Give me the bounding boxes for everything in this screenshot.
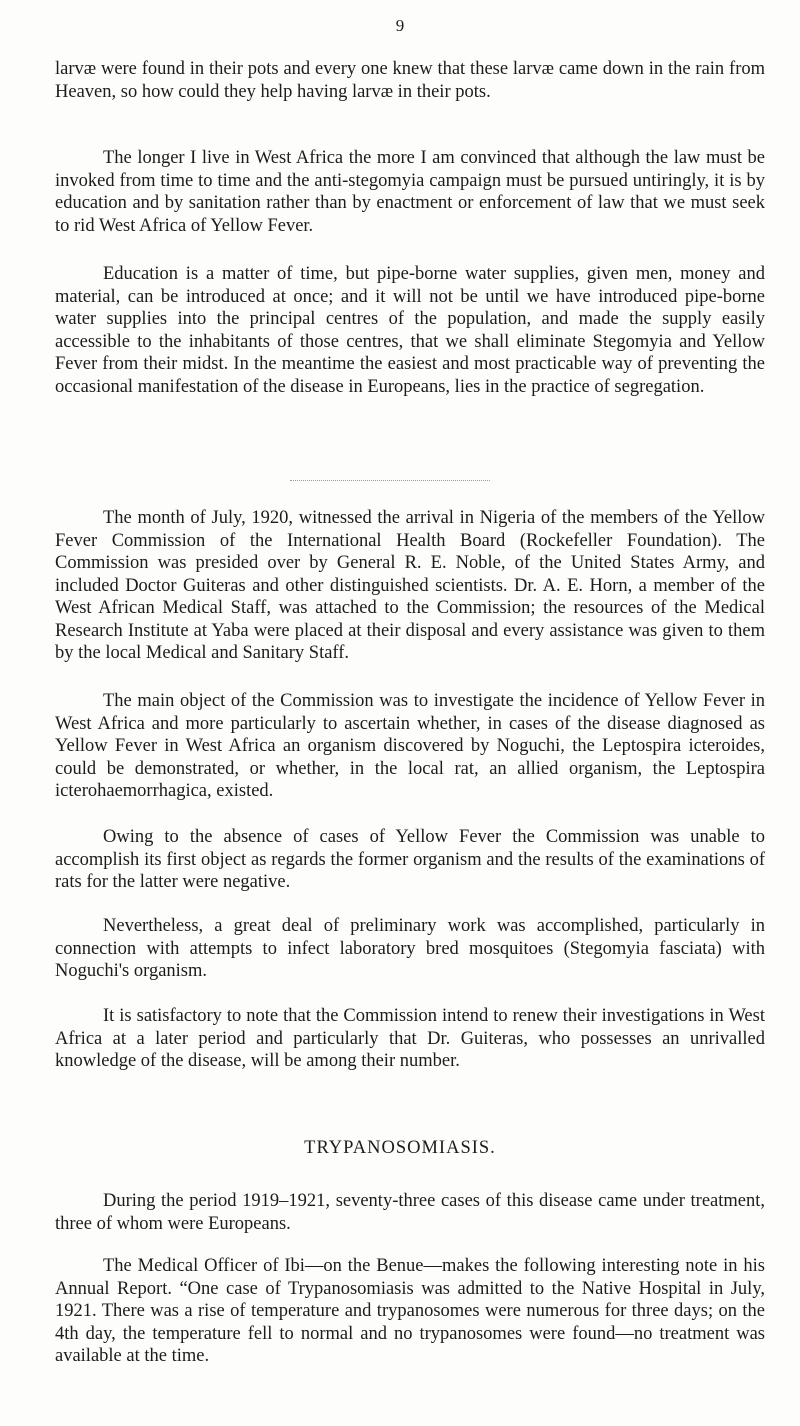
- paragraph-commission-arrival: The month of July, 1920, witnessed the arrival in Nigeria of the members of the Yellow Fever Commission of the International Health Board (Rockefeller Foundation). The Commission was presided over by General R. E. Noble, of the United States Army, and included Doctor Guiteras and other distinguished scientists. Dr. A. E. Horn, a member of the West African Medical Staff, was attached to the Commission; the resources of the Medical Research Institute at Yaba were placed at their disposal and every assistance was given to them by the local Medical and Sanitary Staff.: [55, 508, 765, 663]
- paragraph-longer-i-live: The longer I live in West Africa the more I am convinced that although the law must be invoked from time to time and the anti-stegomyia campaign must be pursued untiringly, it is by education and by sanitation rather than by enactment or enforcement of law that we must seek to rid West Africa of Yellow Fever.: [55, 148, 765, 236]
- paragraph-larvae: larvæ were found in their pots and every one knew that these larvæ came down in the rain from Heaven, so how could they help having larvæ in their pots.: [55, 59, 765, 102]
- paragraph-main-object: The main object of the Commission was to investigate the incidence of Yellow Fever in West Africa and more particularly to ascertain whether, in cases of the disease diagnosed as Yellow Fever in West Africa an organism discovered by Noguchi, the Leptospira icteroides, could be demonstrated, or whether, in the local rat, an allied organism, the Leptospira icterohaemorrhagica, existed.: [55, 691, 765, 801]
- paragraph-satisfactory: It is satisfactory to note that the Commission intend to renew their investigations in West Africa at a later period and particularly that Dr. Guiteras, who possesses an unrivalled knowledge of the disease, will be among their number.: [55, 1006, 765, 1071]
- paragraph-medical-officer-ibi: The Medical Officer of Ibi—on the Benue—makes the following interesting note in his Annual Report. “One case of Trypanosomiasis was admitted to the Native Hospital in July, 1921. There was a rise of temperature and trypanosomes were numerous for three days; on the 4th day, the temperature fell to normal and no trypanosomes were found—no treatment was available at the time.: [55, 1256, 765, 1366]
- section-heading-trypanosomiasis: TRYPANOSOMIASIS.: [304, 1138, 496, 1158]
- paragraph-education: Education is a matter of time, but pipe-borne water supplies, given men, money and material, can be introduced at once; and it will not be until we have introduced pipe-borne water supplies into the principal centres of the population, and made the supply easily accessible to the inhabitants of those centres, that we shall eliminate Stegomyia and Yellow Fever from their midst. In the meantime the easiest and most practicable way of preventing the occasional manifestation of the disease in Europeans, lies in the practice of segregation.: [55, 264, 765, 397]
- section-divider: [290, 480, 490, 481]
- paragraph-owing-to-absence: Owing to the absence of cases of Yellow Fever the Commission was unable to accomplish its first object as regards the former organism and the results of the examinations of rats for the latter were negative.: [55, 827, 765, 892]
- paragraph-during-period: During the period 1919–1921, seventy-three cases of this disease came under treatment, three of whom were Europeans.: [55, 1191, 765, 1234]
- paragraph-nevertheless: Nevertheless, a great deal of preliminary work was accomplished, particularly in connection with attempts to infect laboratory bred mosquitoes (Stegomyia fasciata) with Noguchi's organism.: [55, 916, 765, 981]
- page-number: 9: [395, 16, 405, 35]
